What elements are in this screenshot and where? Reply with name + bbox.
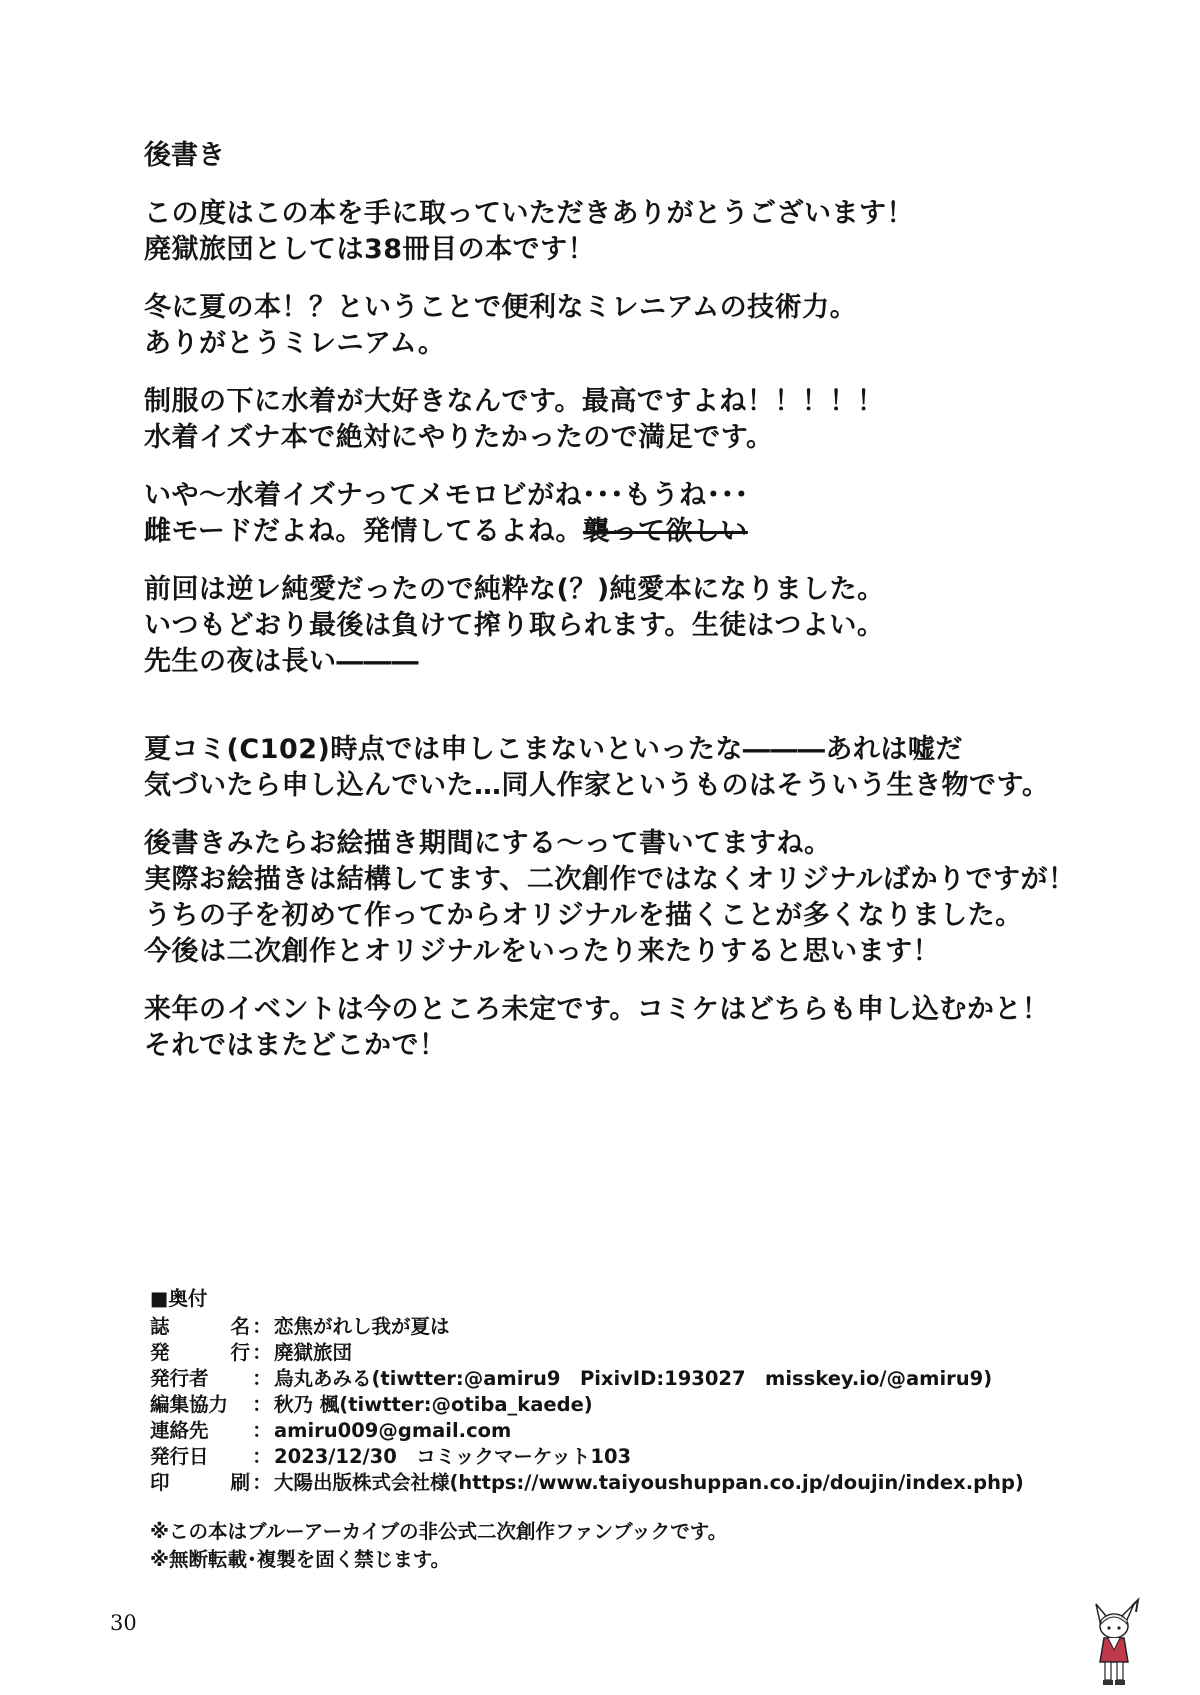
colophon-label [150,1314,250,1340]
plain-text: 雌モードだよね。発情してるよね。 [144,516,583,547]
paragraph-swimsuit [144,384,1164,456]
paragraph-memorobi [144,478,1164,550]
colophon-row-editor: 編集協力 ： 秋乃 楓(tiwtter:@otiba_kaede) [150,1393,593,1416]
text-line: 実際お絵描きは結構してます、二次創作ではなくオリジナルばかりですが！ [144,864,1076,895]
paragraph-drawing [144,826,1164,970]
afterword [144,138,1164,1086]
colophon-value: amiru009@gmail.com [274,1419,512,1442]
colophon-row-title: 誌 名 ： 恋焦がれし我が夏は [150,1315,450,1338]
colophon-row-printer: 印 刷 ： 大陽出版株式会社様(https://www.taiyoushuppan.co.jp/doujin/index.php) [150,1471,1024,1494]
paragraph-thanks [144,196,1164,268]
paragraph-next-year [144,992,1164,1064]
colophon-row-contact: 連絡先 ： amiru009@gmail.com [150,1419,512,1442]
text-line: 冬に夏の本！？ということで便利なミレニアムの技術力。 [144,292,858,323]
label-char: 刷 [230,1471,250,1494]
text-line: 先生の夜は長い――― [144,646,419,677]
text-line: 制服の下に水着が大好きなんです。最高ですよね！！！！！ [144,386,885,417]
page-number: 30 [110,1611,137,1635]
note-no-reprint: ※無断転載･複製を固く禁じます。 [150,1548,451,1571]
text-line-with-strike [144,514,1164,550]
struck-text: 襲って欲しい [582,516,748,547]
chibi-character-icon [1086,1596,1142,1688]
text-line: 気づいたら申し込んでいた…同人作家というものはそういう生き物です。 [144,770,1050,801]
colophon-label [150,1340,250,1366]
text-line: うちの子を初めて作ってからオリジナルを描くことが多くなりました。 [144,900,1023,931]
label-char: 発 [150,1341,170,1364]
colophon-value: 2023/12/30 コミックマーケット103 [274,1445,632,1468]
colophon-value: 恋焦がれし我が夏は [274,1315,450,1338]
label-char: 名 [230,1315,250,1338]
label-char: 行 [230,1341,250,1364]
colophon-value: 秋乃 楓(tiwtter:@otiba_kaede) [274,1393,593,1416]
colophon-notes [150,1518,1150,1574]
colophon-label: 発行者 [150,1367,209,1390]
colophon-row-issuer: 発行者 ： 烏丸あみる(tiwtter:@amiru9 PixivID:193027 misskey.io/@amiru9) [150,1367,993,1390]
colophon [150,1286,1150,1574]
colophon-label: 編集協力 [150,1393,229,1416]
colophon-value: 大陽出版株式会社様(https://www.taiyoushuppan.co.jp/doujin/index.php) [274,1471,1024,1494]
text-line: それではまたどこかで！ [144,1030,447,1061]
colophon-label: 連絡先 [150,1419,209,1442]
text-line: 今後は二次創作とオリジナルをいったり来たりすると思います！ [144,936,941,967]
colophon-row-date: 発行日 ： 2023/12/30 コミックマーケット103 [150,1445,632,1468]
colophon-label [150,1470,250,1496]
text-line: いや～水着イズナってメモロビがね･･･もうね･･･ [144,480,749,511]
text-line: 前回は逆レ純愛だったので純粋な(？)純愛本になりました。 [144,574,885,605]
paragraph-summer-book [144,290,1164,362]
colophon-heading: ■奥付 [150,1287,208,1310]
text-line: 来年のイベントは今のところ未定です。コミケはどちらも申し込むかと！ [144,994,1050,1025]
label-char: 印 [150,1471,170,1494]
paragraph-comiket [144,732,1164,804]
text-line: 夏コミ(C102)時点では申しこまないといったな―――あれは嘘だ [144,734,963,765]
text-line: 廃獄旅団としては38冊目の本です！ [144,234,596,265]
colophon-value: 廃獄旅団 [274,1341,353,1364]
text-line: この度はこの本を手に取っていただきありがとうございます！ [144,198,914,229]
text-line: 水着イズナ本で絶対にやりたかったので満足です。 [144,422,774,453]
colophon-row-publisher: 発 行 ： 廃獄旅団 [150,1341,353,1364]
colophon-label: 発行日 [150,1445,209,1468]
paragraph-previous-book [144,572,1164,680]
colophon-value: 烏丸あみる(tiwtter:@amiru9 PixivID:193027 misskey.io/@amiru9) [274,1367,993,1390]
note-fanbook: ※この本はブルーアーカイブの非公式二次創作ファンブックです。 [150,1520,728,1543]
text-line: ありがとうミレニアム。 [144,328,446,359]
text-line: いつもどおり最後は負けて搾り取られます。生徒はつよい。 [144,610,885,641]
afterword-title: 後書き [144,140,225,171]
label-char: 誌 [150,1315,170,1338]
text-line: 後書きみたらお絵描き期間にする～って書いてますね。 [144,828,832,859]
